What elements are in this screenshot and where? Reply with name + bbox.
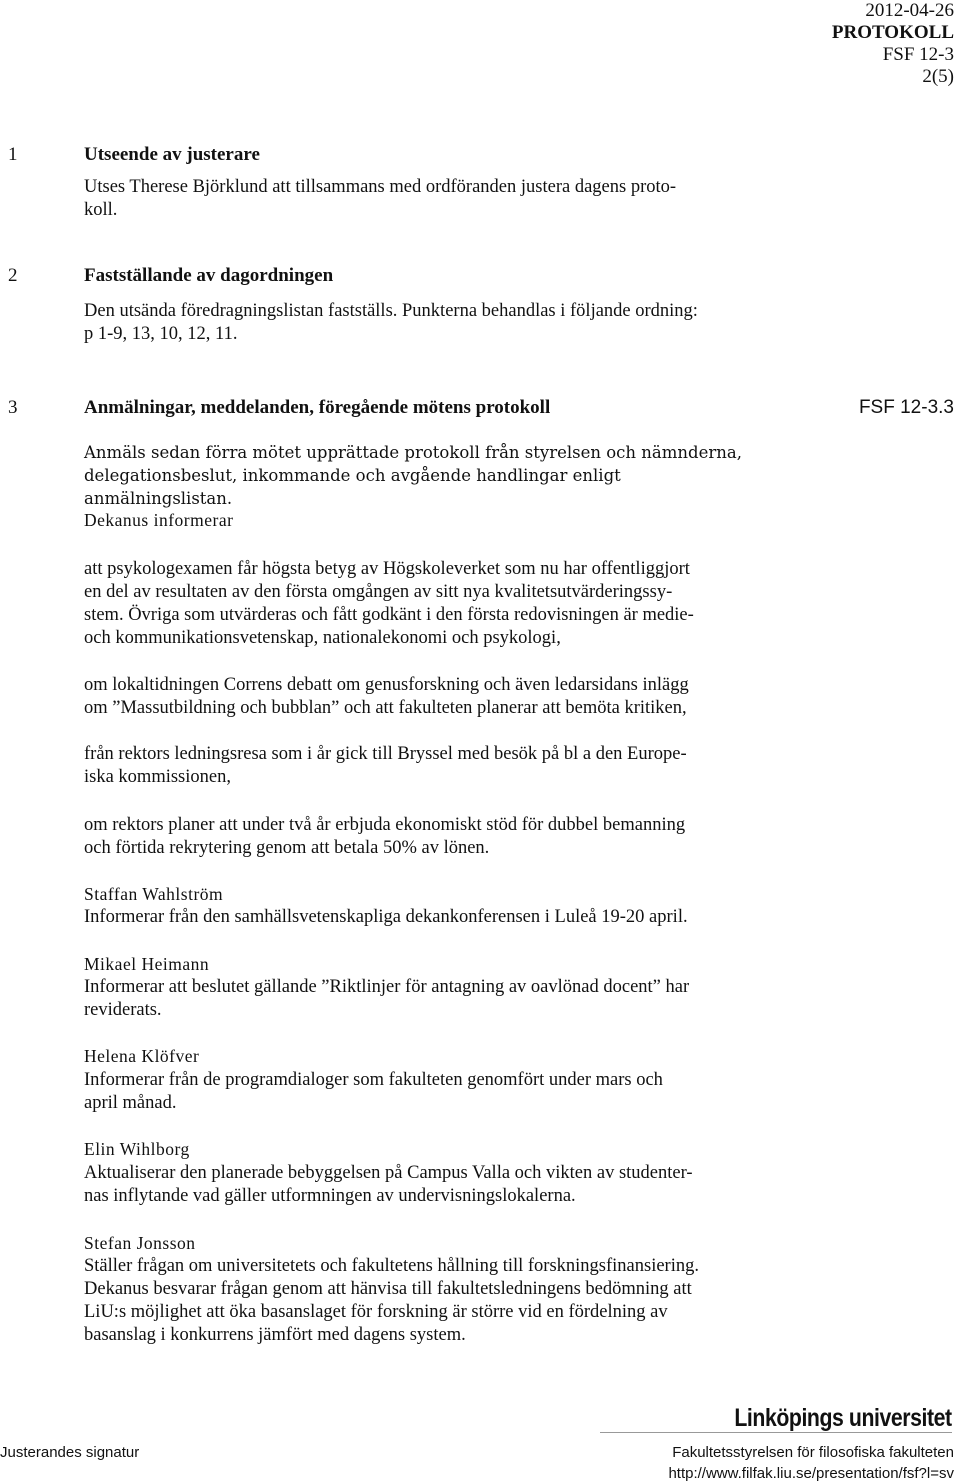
text-line: reviderats. xyxy=(84,1000,162,1020)
text-line: om lokaltidningen Correns debatt om genusforskning och även ledarsidans inlägg xyxy=(84,675,689,695)
text-line: om ”Massutbildning och bubblan” och att fakulteten planerar att bemöta kritiken, xyxy=(84,698,687,718)
signature-label: Justerandes signatur xyxy=(0,1444,140,1461)
speaker-statement xyxy=(84,1162,784,1208)
text-line: april månad. xyxy=(84,1093,177,1113)
section-3-intro xyxy=(84,441,774,510)
section-3-title: Anmälningar, meddelanden, föregående mötens protokoll xyxy=(84,397,551,418)
speaker-name: Mikael Heimann xyxy=(84,954,210,974)
footer-organization: Fakultetsstyrelsen för filosofiska fakulteten xyxy=(672,1444,954,1461)
section-2-title: Fastställande av dagordningen xyxy=(84,265,334,286)
section-1-number: 1 xyxy=(8,144,18,165)
section-3-reference: FSF 12-3.3 xyxy=(858,397,954,418)
text-line: koll. xyxy=(84,200,118,220)
dekanus-item-2 xyxy=(84,674,764,720)
dekanus-item-3 xyxy=(84,743,764,789)
text-line: om rektors planer att under två år erbjuda ekonomiskt stöd för dubbel bemanning xyxy=(84,815,686,835)
header-title: PROTOKOLL xyxy=(831,22,954,43)
section-3-number: 3 xyxy=(8,397,18,418)
text-line: nas inflytande vad gäller utformningen av undervisningslokalerna. xyxy=(84,1186,576,1206)
header-reference: FSF 12-3 xyxy=(882,44,954,65)
section-2-number: 2 xyxy=(8,265,18,286)
text-line: från rektors ledningsresa som i år gick till Bryssel med besök på bl a den Europe- xyxy=(84,744,687,764)
speaker-statement xyxy=(84,1069,784,1115)
text-line: Informerar från den samhällsvetenskapliga dekankonferensen i Luleå 19-20 april. xyxy=(84,907,688,927)
text-line: Ställer frågan om universitetets och fakultetens hållning till forskningsfinansiering. xyxy=(84,1256,699,1276)
dekanus-item-1 xyxy=(84,558,764,650)
text-line: och förtida rekrytering genom att betala 50% av lönen. xyxy=(84,838,490,858)
text-line: att psykologexamen får högsta betyg av Högskoleverket som nu har offentliggjort xyxy=(84,559,690,579)
section-1-title: Utseende av justerare xyxy=(84,144,260,165)
text-line: Informerar att beslutet gällande ”Riktlinjer för antagning av oavlönad docent” har xyxy=(84,977,690,997)
text-line: basanslag i konkurrens jämfört med dagens system. xyxy=(84,1325,466,1345)
dekanus-item-4 xyxy=(84,814,764,860)
speaker-name: Elin Wihlborg xyxy=(84,1139,190,1159)
text-line: p 1-9, 13, 10, 12, 11. xyxy=(84,324,238,344)
text-line: iska kommissionen, xyxy=(84,767,231,787)
text-line: en del av resultaten av den första omgången av sitt nya kvalitetsutvärderingssy- xyxy=(84,582,673,602)
text-line: LiU:s möjlighet att öka basanslaget för forskning är större vid en fördelning av xyxy=(84,1302,668,1322)
speaker-statement xyxy=(84,976,784,1022)
dekanus-heading: Dekanus informerar xyxy=(84,510,234,530)
section-1-body xyxy=(84,176,734,222)
speaker-name: Staffan Wahlström xyxy=(84,884,224,904)
text-line: stem. Övriga som utvärderas och fått godkänt i den första redovisningen är medie- xyxy=(84,605,694,625)
university-logo: Linköpings universitet xyxy=(734,1404,952,1432)
header-date: 2012-04-26 xyxy=(865,0,954,21)
text-line: Anmäls sedan förra mötet upprättade protokoll från styrelsen och nämnderna, xyxy=(84,443,742,462)
footer-url[interactable]: http://www.filfak.liu.se/presentation/fsf?l=sv xyxy=(668,1465,954,1482)
footer-divider xyxy=(600,1432,952,1433)
text-line: Utses Therese Björklund att tillsammans med ordföranden justera dagens proto- xyxy=(84,177,677,197)
speaker-name: Helena Klöfver xyxy=(84,1046,200,1066)
text-line: Dekanus besvarar frågan genom att hänvisa till fakultetsledningens bedömning att xyxy=(84,1279,692,1299)
text-line: och kommunikationsvetenskap, nationalekonomi och psykologi, xyxy=(84,628,561,648)
text-line: delegationsbeslut, inkommande och avgående handlingar enligt anmälningslistan. xyxy=(84,466,621,508)
speaker-name: Stefan Jonsson xyxy=(84,1233,196,1253)
speaker-statement xyxy=(84,906,784,929)
section-2-body xyxy=(84,300,764,346)
text-line: Aktualiserar den planerade bebyggelsen på Campus Valla och vikten av studenter- xyxy=(84,1163,693,1183)
speaker-statement xyxy=(84,1255,784,1347)
header-page-number: 2(5) xyxy=(922,66,954,87)
text-line: Informerar från de programdialoger som fakulteten genomfört under mars och xyxy=(84,1070,663,1090)
text-line: Den utsända föredragningslistan fastställs. Punkterna behandlas i följande ordning: xyxy=(84,301,698,321)
